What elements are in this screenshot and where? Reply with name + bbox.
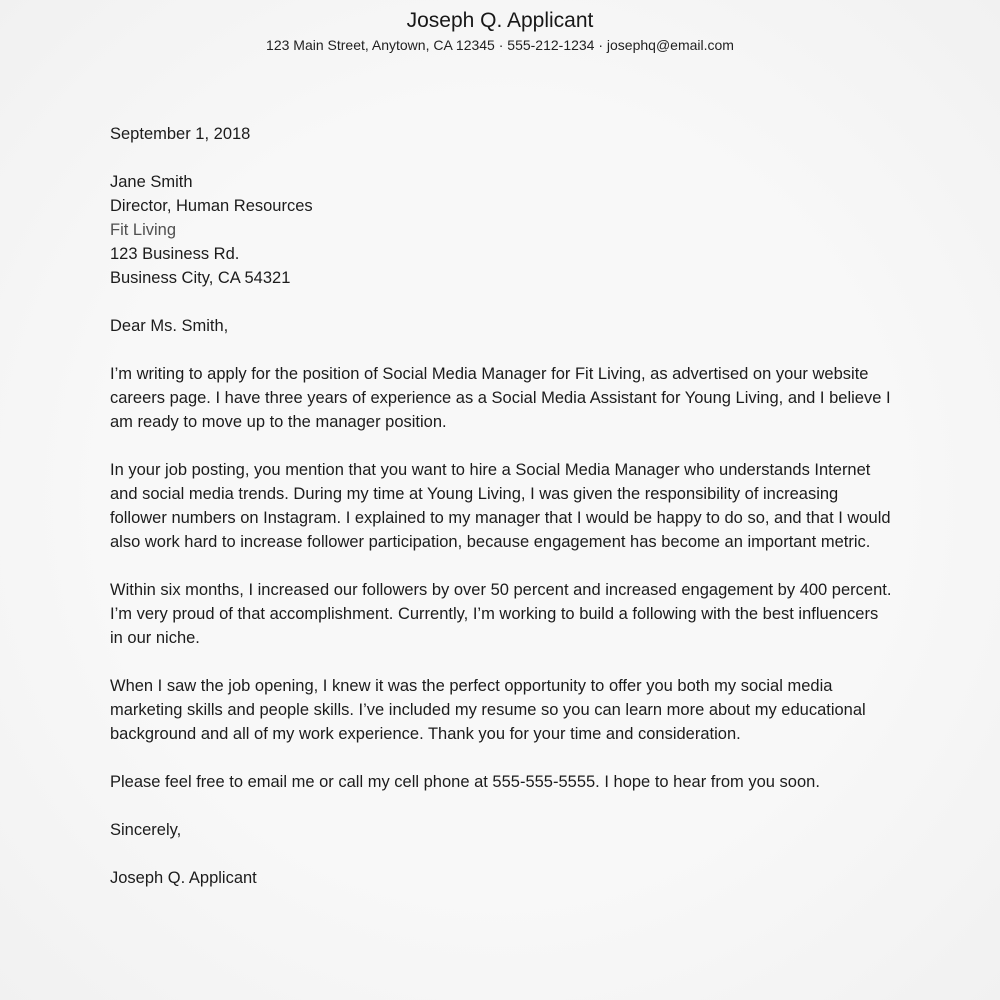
sender-name: Joseph Q. Applicant bbox=[406, 9, 594, 32]
letter-date: September 1, 2018 bbox=[110, 125, 251, 143]
body-paragraph: When I saw the job opening, I knew it was the perfect opportunity to offer you both my social media marketing skills and people skills. I’ve included my resume so you can learn more about my educational background and all of my work experience. Thank you for your time and consideration. bbox=[110, 677, 866, 743]
salutation: Dear Ms. Smith, bbox=[110, 317, 229, 335]
closing: Sincerely, bbox=[110, 821, 182, 839]
body-paragraph: In your job posting, you mention that you want to hire a Social Media Manager who understands Internet and social media trends. During my time at Young Living, I was given the responsibility of increasing follower numbers on Instagram. I explained to my manager that I would be happy to do so, and that I would also work hard to increase follower participation, because engagement has become an important metric. bbox=[110, 461, 891, 551]
letter-body bbox=[110, 122, 892, 890]
body-paragraph: Please feel free to email me or call my cell phone at 555-555-5555. I hope to hear from you soon. bbox=[110, 773, 820, 791]
signature-name: Joseph Q. Applicant bbox=[110, 869, 257, 887]
recipient-company: Fit Living bbox=[110, 221, 177, 239]
letter-header bbox=[0, 0, 1000, 56]
recipient-name: Jane Smith bbox=[110, 173, 193, 191]
recipient-street: 123 Business Rd. bbox=[110, 245, 240, 263]
letter-date-block bbox=[110, 122, 892, 146]
recipient-address-block bbox=[110, 170, 892, 290]
body-paragraph: Within six months, I increased our followers by over 50 percent and increased engagement by 400 percent. I’m very proud of that accomplishment. Currently, I’m working to build a following with the best influencers in our niche. bbox=[110, 581, 892, 647]
recipient-title: Director, Human Resources bbox=[110, 197, 313, 215]
body-paragraph: I’m writing to apply for the position of Social Media Manager for Fit Living, as advertised on your website careers page. I have three years of experience as a Social Media Assistant for Young Living, and I believe I am ready to move up to the manager position. bbox=[110, 365, 891, 431]
recipient-city: Business City, CA 54321 bbox=[110, 269, 291, 287]
sender-contact: 123 Main Street, Anytown, CA 12345 · 555-212-1234 · josephq@email.com bbox=[266, 37, 734, 53]
